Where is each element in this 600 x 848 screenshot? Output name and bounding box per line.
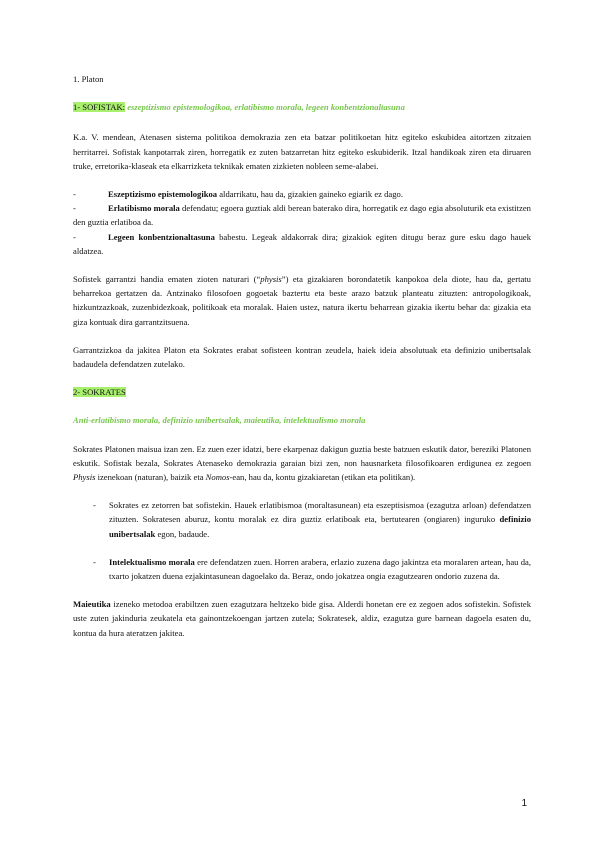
sofistak-paragraph-1: K.a. V. mendean, Atenasen sistema politikoa demokrazia zen eta batzar politikoetan hitz egiteko eskubidea aitortzen zitzaien herritarrei. Sofistak kanpotarrak ziren, horregatik ez zuten batzarretan hitz egiteko eskubiderik. Itzal handikoak ziren eta diruaren truke, erretorika-klaseak eta elkarrizketa teknikak ematen zizkieten nobleen seme-alabei. (73, 132, 531, 171)
document-heading: 1. Platon (73, 74, 104, 84)
list-item: - Sokrates ez zetorren bat sofistekin. Hauek erlatibismoa (moraltasunean) eta eszeptisismoa (ezagutza arloan) defendatzen zituzten. Sokratesen aburuz, kontu moralak ez dira guztiz erlatiboak eta, bertutearen (ongiaren) inguruko definizio unibertsalak egon, badaude. (93, 500, 531, 539)
list-item: - Legeen konbentzionaltasuna babestu. Legeak aldakorrak dira; gizakiok egiten ditugu beraz gure esku dago hauek aldatzea. (73, 231, 532, 256)
list-item: - Eszeptizismo epistemologikoa aldarrikatu, hau da, gizakien gaineko egiarik ez dago. (73, 189, 403, 200)
section-1-heading (73, 100, 531, 114)
sofistak-paragraph-2: Sofistek garrantzi handia ematen zioten naturari (“physis”) eta gizakiaren borondatetik kanpokoa dela diote, hau da, gertatu beharrekoa gertatzen da. Antzinako filosofoen gogoetak baztertu eta beste arazo batzuk planteatu zituzten: antropologikoak, hizkuntzazkoak, zuzenbidezkoak, politikoak eta moralak. Haien ustez, natura ikertu beharrean gizakia ikertu behar da: gizakia eta giza kontuak dira garrantzitsuena. (73, 274, 531, 327)
sokrates-list (73, 498, 531, 583)
section-2-subtitle: Anti-erlatibismo morala, definizio unibertsalak, maieutika, intelektualismo morala (73, 415, 366, 426)
list-item: - Erlatibismo morala defendatu; egoera guztiak aldi berean baterako dira, horregatik ez dago egia absoluturik eta existitzen den guztia erlatiboa da. (73, 203, 531, 228)
page-number: 1 (521, 798, 527, 809)
section-1-subtitle: eszeptizismo epistemologikoa, erlatibismo morala, legeen konbentzionaltasuna (125, 102, 405, 113)
section-1-label: 1- SOFISTAK: (73, 102, 126, 113)
sokrates-paragraph-2: Maieutika izeneko metodoa erabiltzen zuen ezagutzara heltzeko bide gisa. Alderdi honetan ere ez zegoen ados sofistekin. Sofistek uste zuten jakinduria zeukatela eta gainontzekoengan jartzen zutela; Sokratesek, aldiz, ezagutza gure barnean dagoela esaten du, kontua da hura ateratzen jakitea. (73, 599, 531, 638)
section-2-label: 2- SOKRATES (73, 387, 126, 398)
page-content (73, 72, 531, 640)
sofistak-list (73, 187, 531, 258)
list-item: - Intelektualismo morala ere defendatzen zuen. Horren arabera, erlazio zuzena dago jakintza eta moralaren artean, hau da, txarto jokatzen duena ezjakintasunean dagoelako da. Beraz, ondo jokatzea ongia ezagutzearen ondorio zuzena da. (93, 556, 532, 582)
sofistak-paragraph-3: Garrantzizkoa da jakitea Platon eta Sokrates erabat sofisteen kontran zeudela, haiek ideia absolutuak eta definizio unibertsalak badaudela defendatzen zutelako. (73, 344, 531, 370)
sokrates-paragraph-1: Sokrates Platonen maisua izan zen. Ez zuen ezer idatzi, bere ekarpenaz dakigun guztia beste batzuen eskutik dator, bereziki Platonen eskutik. Sofistak bezala, Sokrates Atenaseko demokrazia garaian bizi zen, non hausnarketa filosofikoaren erdigunea ez zegoen Physis izenekoan (naturan), baizik eta Nomos-ean, hau da, kontu gizakiaretan (etikan eta politikan). (73, 443, 531, 483)
section-2-heading (73, 385, 531, 399)
